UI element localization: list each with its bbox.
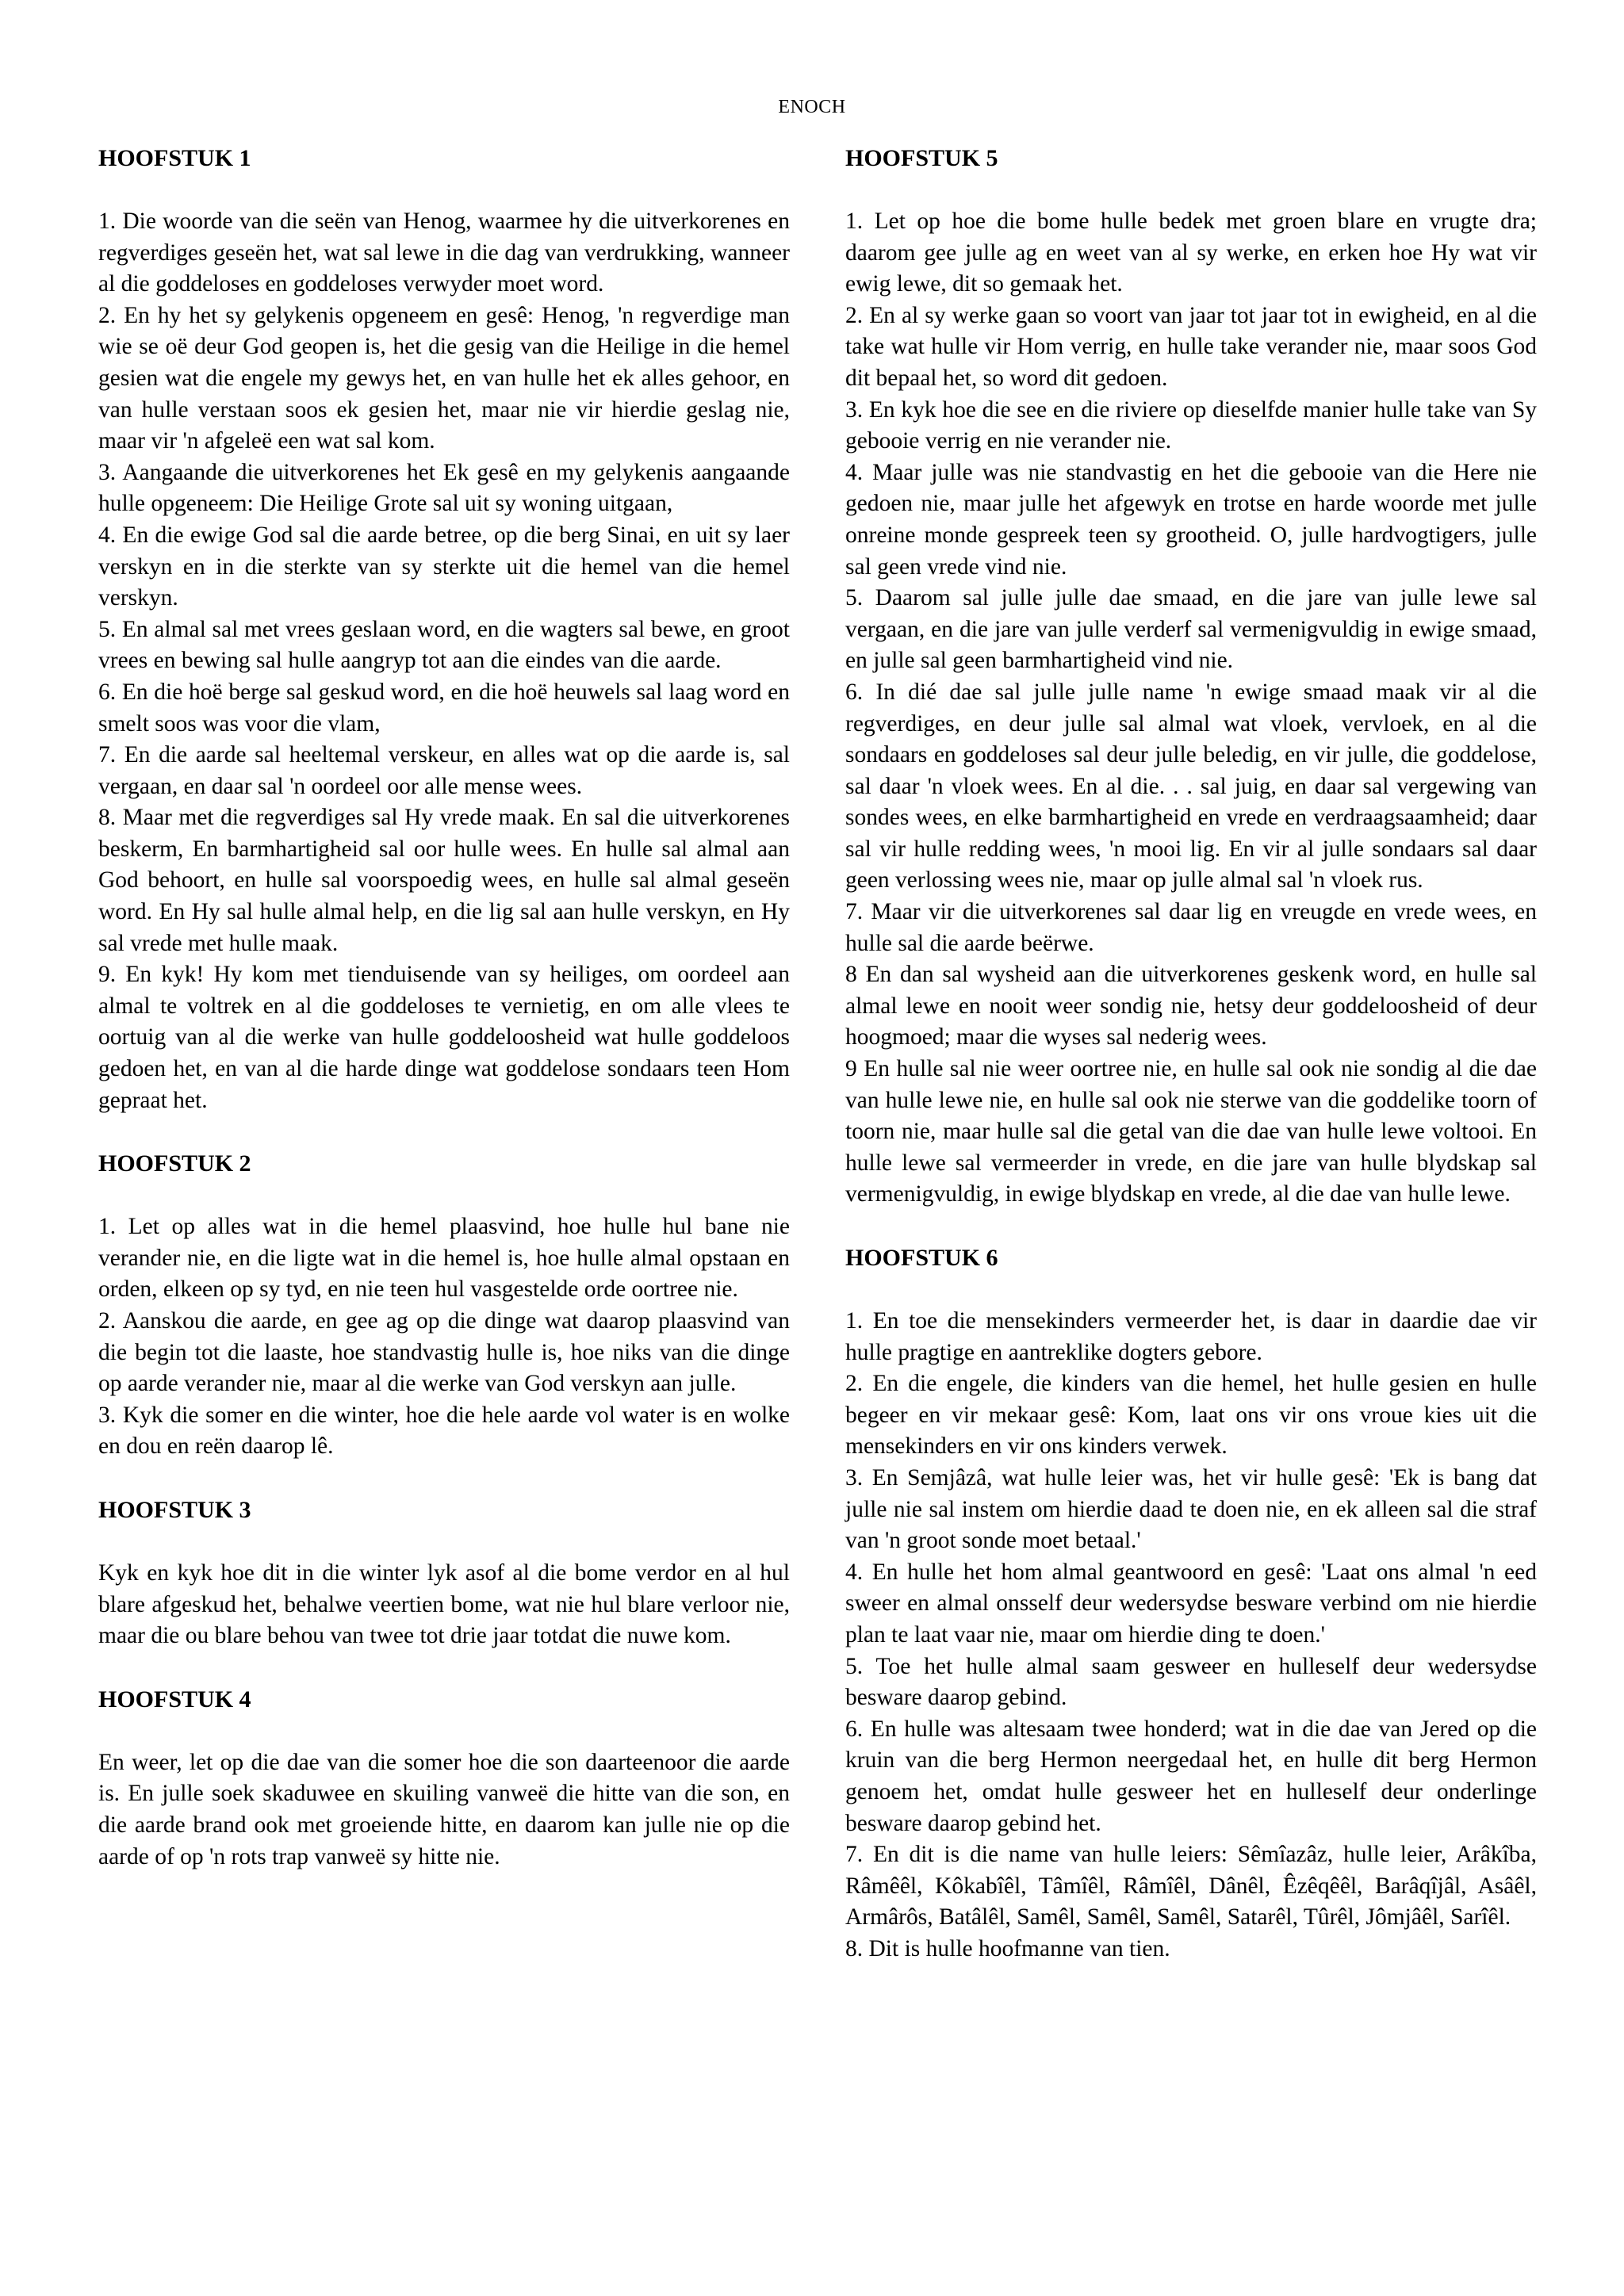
verse-paragraph: 5. Daarom sal julle julle dae smaad, en die jare van julle lewe sal vergaan, en die jare van julle verderf sal vermenigvuldig in ewige smaad, en julle sal geen barmhartigheid vind nie. — [845, 585, 1537, 674]
verse-list — [98, 1211, 790, 1463]
verse-paragraph: 4. En die ewige God sal die aarde betree, op die berg Sinai, en uit sy laer verskyn en in die sterkte van sy sterkte uit die hemel van die hemel verskyn. — [98, 522, 790, 611]
verse-paragraph: 7. En die aarde sal heeltemal verskeur, en alles wat op die aarde is, sal vergaan, en daar sal 'n oordeel oor alle mense wees. — [98, 742, 790, 799]
verse-paragraph: 5. Toe het hulle almal saam gesweer en hulleself deur wedersydse besware daarop gebind. — [845, 1653, 1537, 1711]
verse-paragraph: 8 En dan sal wysheid aan die uitverkorenes geskenk word, en hulle sal almal lewe en nooit weer sondig nie, hetsy deur goddeloosheid of deur hoogmoed; maar die wyses sal nederig wees. — [845, 962, 1537, 1050]
chapter-heading: HOOFSTUK 6 — [845, 1245, 998, 1271]
chapter-section — [98, 143, 790, 1116]
verse-paragraph: 4. En hulle het hom almal geantwoord en gesê: 'Laat ons almal 'n eed sweer en almal onsself deur wedersydse besware verbind om nie hierdie plan te laat vaar nie, maar om hierdie ding te doen.' — [845, 1559, 1537, 1647]
verse-list — [98, 206, 790, 1116]
verse-paragraph: 2. Aanskou die aarde, en gee ag op die dinge wat daarop plaasvind van die begin tot die laaste, hoe standvastig hulle is, hoe niks van die dinge op aarde verander nie, maar al die werke van God verskyn aan julle. — [98, 1308, 790, 1397]
verse-paragraph: 3. En Semjâzâ, wat hulle leier was, het vir hulle gesê: 'Ek is bang dat julle nie sal instem om hierdie daad te doen nie, en ek alleen sal die straf van 'n groot sonde moet betaal.' — [845, 1464, 1537, 1554]
verse-list — [98, 1558, 790, 1652]
verse-list — [845, 1306, 1537, 1965]
verse-paragraph: 7. En dit is die name van hulle leiers: Sêmîazâz, hulle leier, Arâkîba, Râmêêl, Kôkabîêl, Tâmîêl, Râmîêl, Dânêl, Êzêqêêl, Barâqîjâl, Asâêl, Armârôs, Batâlêl, Samêl, Samêl, Samêl, Satarêl, Tûrêl, Jômjâêl, Sarîêl. — [845, 1842, 1537, 1931]
verse-paragraph: 2. En die engele, die kinders van die hemel, het hulle gesien en hulle begeer en vir mekaar gesê: Kom, laat ons vir ons vroue kies uit die mensekinders en vir ons kinders verwek. — [845, 1371, 1537, 1460]
verse-paragraph: En weer, let op die dae van die somer hoe die son daarteenoor die aarde is. En julle soek skaduwee en skuiling vanweë die hitte van die son, en die aarde brand ook met groeiende hitte, en daarom kan julle nie op die aarde of op 'n rots trap vanweë sy hitte nie. — [98, 1749, 790, 1869]
chapter-heading: HOOFSTUK 4 — [98, 1686, 251, 1712]
verse-paragraph: 2. En al sy werke gaan so voort van jaar tot jaar tot in ewigheid, en al die take wat hulle vir Hom verrig, en hulle take verander nie, maar soos God dit bepaal het, so word dit gedoen. — [845, 302, 1537, 391]
verse-paragraph: 2. En hy het sy gelykenis opgeneem en gesê: Henog, 'n regverdige man wie se oë deur God geopen is, het die gesig van die Heilige in die hemel gesien wat die engele my gewys het, en van hulle het ek alles gehoor, en van hulle verstaan soos ek gesien het, maar nie vir hierdie geslag nie, maar vir 'n afgeleë een wat sal kom. — [98, 302, 790, 454]
verse-list — [98, 1747, 790, 1873]
verse-paragraph: 5. En almal sal met vrees geslaan word, en die wagters sal bewe, en groot vrees en bewing sal hulle aangryp tot aan die eindes van die aarde. — [98, 616, 790, 674]
chapter-heading: HOOFSTUK 2 — [98, 1150, 251, 1177]
verse-paragraph: 1. En toe die mensekinders vermeerder het, is daar in daardie dae vir hulle pragtige en aantreklike dogters gebore. — [845, 1308, 1537, 1365]
chapter-section — [98, 1684, 790, 1873]
chapter-section — [98, 1148, 790, 1463]
verse-paragraph: 1. Die woorde van die seën van Henog, waarmee hy die uitverkorenes en regverdiges geseën het, wat sal lewe in die dag van verdrukking, wanneer al die goddeloses en goddeloses verwyder moet word. — [98, 209, 790, 297]
verse-paragraph: 6. En die hoë berge sal geskud word, en die hoë heuwels sal laag word en smelt soos was voor die vlam, — [98, 679, 790, 737]
chapter-heading: HOOFSTUK 5 — [845, 145, 998, 171]
verse-paragraph: 6. En hulle was altesaam twee honderd; wat in die dae van Jered op die kruin van die berg Hermon neergedaal het, en hulle dit berg Hermon genoem het, omdat hulle gesweer het en hulleself deur onderlinge besware daarop gebind het. — [845, 1716, 1537, 1836]
verse-paragraph: 9 En hulle sal nie weer oortree nie, en hulle sal ook nie sondig al die dae van hulle lewe nie, en hulle sal ook nie sterwe van die goddelike toorn of toorn nie, maar hulle sal die getal van die dae van hulle lewe voltooi. En hulle lewe sal vermeerder in vrede, en die jare van hulle blydskap sal vermenigvuldig, in ewige blydskap en vrede, al die dae van hulle lewe. — [845, 1056, 1537, 1207]
verse-paragraph: 9. En kyk! Hy kom met tienduisende van sy heiliges, om oordeel aan almal te voltrek en al die goddeloses te vernietig, en om alle vlees te oortuig van al die werke van hulle goddeloosheid wat hulle goddeloos gedoen het, en van al die harde dinge wat goddelose sondaars teen Hom gepraat het. — [98, 962, 790, 1113]
chapter-section — [845, 143, 1537, 1211]
verse-paragraph: 3. Kyk die somer en die winter, hoe die hele aarde vol water is en wolke en dou en reën daarop lê. — [98, 1402, 790, 1460]
verse-paragraph: 1. Let op alles wat in die hemel plaasvind, hoe hulle hul bane nie verander nie, en die ligte wat in die hemel is, hoe hulle almal opstaan en orden, elkeen op sy tyd, en nie teen hul vasgestelde orde oortree nie. — [98, 1214, 790, 1303]
verse-paragraph: 6. In dié dae sal julle julle name 'n ewige smaad maak vir al die regverdiges, en deur julle sal almal wat vloek, vervloek, en al die sondaars en goddeloses sal deur julle beledig, en vir julle, die goddelose, sal daar 'n vloek wees. En al die. . . sal juig, en daar sal vergewing van sondes wees, en elke barmhartigheid en vrede en verdraagsaamheid; daar sal vir hulle redding wees, 'n mooi lig. En vir al julle sondaars sal daar geen verlossing wees nie, maar op julle almal sal 'n vloek rus. — [845, 679, 1537, 894]
verse-paragraph: Kyk en kyk hoe dit in die winter lyk asof al die bome verdor en al hul blare afgeskud het, behalwe veertien bome, wat nie hul blare verloor nie, maar die ou blare behou van twee tot drie jaar totdat die nuwe kom. — [98, 1559, 790, 1649]
verse-paragraph: 1. Let op hoe die bome hulle bedek met groen blare en vrugte dra; daarom gee julle ag en weet van al sy werke, en erken hoe Hy wat vir ewig lewe, dit so gemaak het. — [845, 209, 1537, 297]
right-column — [845, 143, 1537, 1996]
chapter-section — [845, 1242, 1537, 1965]
chapter-heading: HOOFSTUK 3 — [98, 1496, 251, 1523]
verse-paragraph: 3. Aangaande die uitverkorenes het Ek gesê en my gelykenis aangaande hulle opgeneem: Die Heilige Grote sal uit sy woning uitgaan, — [98, 459, 790, 517]
verse-paragraph: 8. Dit is hulle hoofmanne van tien. — [845, 1935, 1170, 1961]
verse-paragraph: 8. Maar met die regverdiges sal Hy vrede maak. En sal die uitverkorenes beskerm, En barmhartigheid sal oor hulle wees. En hulle sal almal aan God behoort, en hulle sal voorspoedig wees, en hulle sal almal geseën word. En Hy sal hulle almal help, en die lig sal aan hulle verskyn, en Hy sal vrede met hulle maak. — [98, 805, 790, 956]
verse-list — [845, 206, 1537, 1211]
chapter-section — [98, 1494, 790, 1652]
chapter-heading: HOOFSTUK 1 — [98, 145, 251, 171]
running-header: ENOCH — [778, 97, 846, 117]
left-column — [98, 143, 790, 1904]
verse-paragraph: 3. En kyk hoe die see en die riviere op dieselfde manier hulle take van Sy gebooie verrig en nie verander nie. — [845, 396, 1537, 454]
verse-paragraph: 7. Maar vir die uitverkorenes sal daar lig en vreugde en vrede wees, en hulle sal die aarde beërwe. — [845, 899, 1537, 956]
verse-paragraph: 4. Maar julle was nie standvastig en het die gebooie van die Here nie gedoen nie, maar julle het afgewyk en trotse en harde woorde met julle onreine monde gespreek teen sy grootheid. O, julle hardvogtigers, julle sal geen vrede vind nie. — [845, 459, 1537, 580]
